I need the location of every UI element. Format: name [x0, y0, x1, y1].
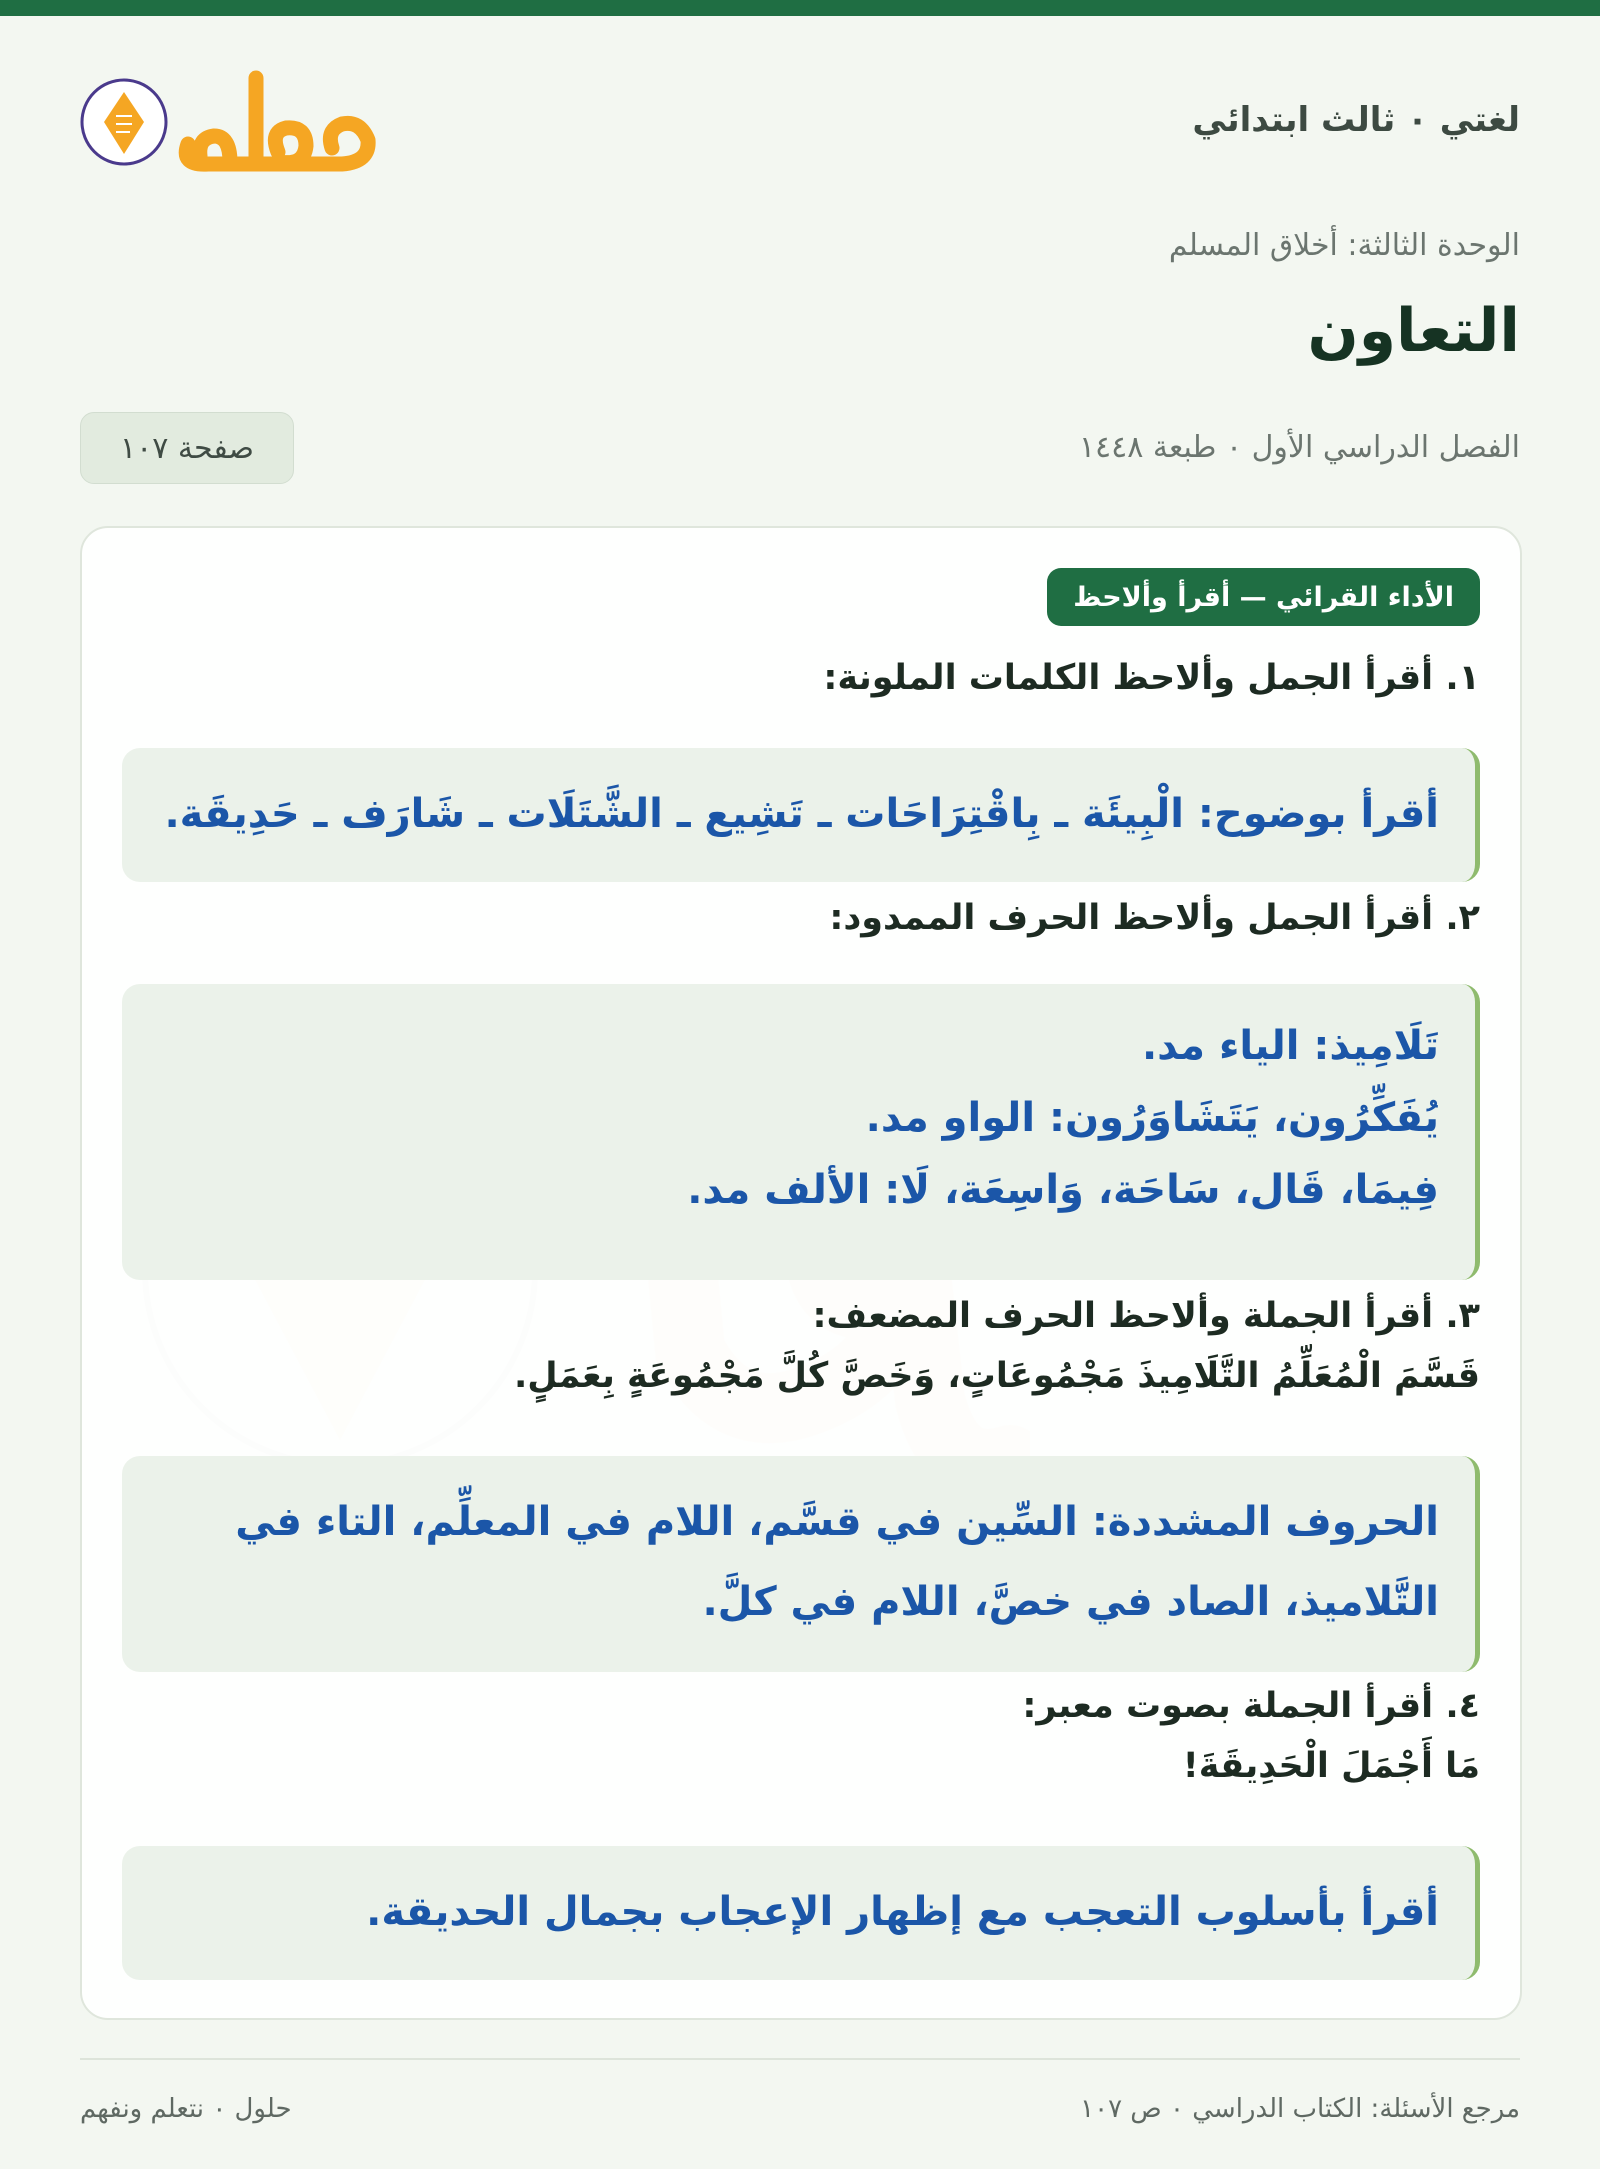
answer-line: أقرأ بأسلوب التعجب مع إظهار الإعجاب بجمال الحديقة. — [366, 1889, 1439, 1935]
answer-line: يُفَكِّرُون، يَتَشَاوَرُون: الواو مد. — [865, 1095, 1439, 1141]
book-title: لغتي ٠ ثالث ابتدائي — [1192, 100, 1520, 140]
page-header — [80, 60, 1520, 190]
question-4-prompt: ٤. أقرأ الجملة بصوت معبر: — [1022, 1686, 1480, 1726]
footer-divider — [80, 2058, 1520, 2060]
answer-line: فِيمَا، قَال، سَاحَة، وَاسِعَة، لَا: الألف مد. — [687, 1167, 1439, 1213]
footer-brand: حلول ٠ نتعلم ونفهم — [80, 2094, 292, 2124]
footer-reference: مرجع الأسئلة: الكتاب الدراسي ٠ ص ١٠٧ — [1080, 2094, 1520, 2124]
question-4-answer — [122, 1846, 1480, 1980]
question-1-answer — [122, 748, 1480, 882]
question-3-example: قَسَّمَ الْمُعَلِّمُ التَّلَامِيذَ مَجْمُوعَاتٍ، وَخَصَّ كُلَّ مَجْمُوعَةٍ بِعَمَلٍ. — [513, 1356, 1480, 1396]
semester-label: الفصل الدراسي الأول ٠ طبعة ١٤٤٨ — [1078, 430, 1520, 465]
lesson-card — [80, 526, 1522, 2020]
page-number-badge: صفحة ١٠٧ — [80, 412, 294, 484]
question-2-answer — [122, 984, 1480, 1280]
answer-line: الحروف المشددة: السِّين في قسَّم، اللام في المعلِّم، التاء في — [235, 1499, 1439, 1545]
answer-line: تَلَامِيذ: الياء مد. — [1141, 1023, 1439, 1069]
question-4-example: مَا أَجْمَلَ الْحَدِيقَةَ! — [1182, 1746, 1480, 1786]
question-3-answer — [122, 1456, 1480, 1672]
question-1-prompt: ١. أقرأ الجمل وألاحظ الكلمات الملونة: — [823, 658, 1480, 698]
section-label: الأداء القرائي — أقرأ وألاحظ — [1047, 568, 1480, 626]
lesson-title: التعاون — [1307, 296, 1520, 366]
hulool-logo-icon — [80, 66, 380, 176]
question-2-prompt: ٢. أقرأ الجمل وألاحظ الحرف الممدود: — [829, 898, 1480, 938]
answer-line: التَّلاميذ، الصاد في خصَّ، اللام في كلَّ. — [702, 1579, 1439, 1625]
question-3-prompt: ٣. أقرأ الجملة وألاحظ الحرف المضعف: — [812, 1296, 1480, 1336]
top-accent-bar — [0, 0, 1600, 16]
answer-line: أقرأ بوضوح: الْبِيئَة ـ بِاقْتِرَاحَات ـ تَشِيع ـ الشَّتَلَات ـ شَارَف ـ حَدِيقَة. — [164, 791, 1439, 837]
unit-label: الوحدة الثالثة: أخلاق المسلم — [1168, 228, 1520, 263]
